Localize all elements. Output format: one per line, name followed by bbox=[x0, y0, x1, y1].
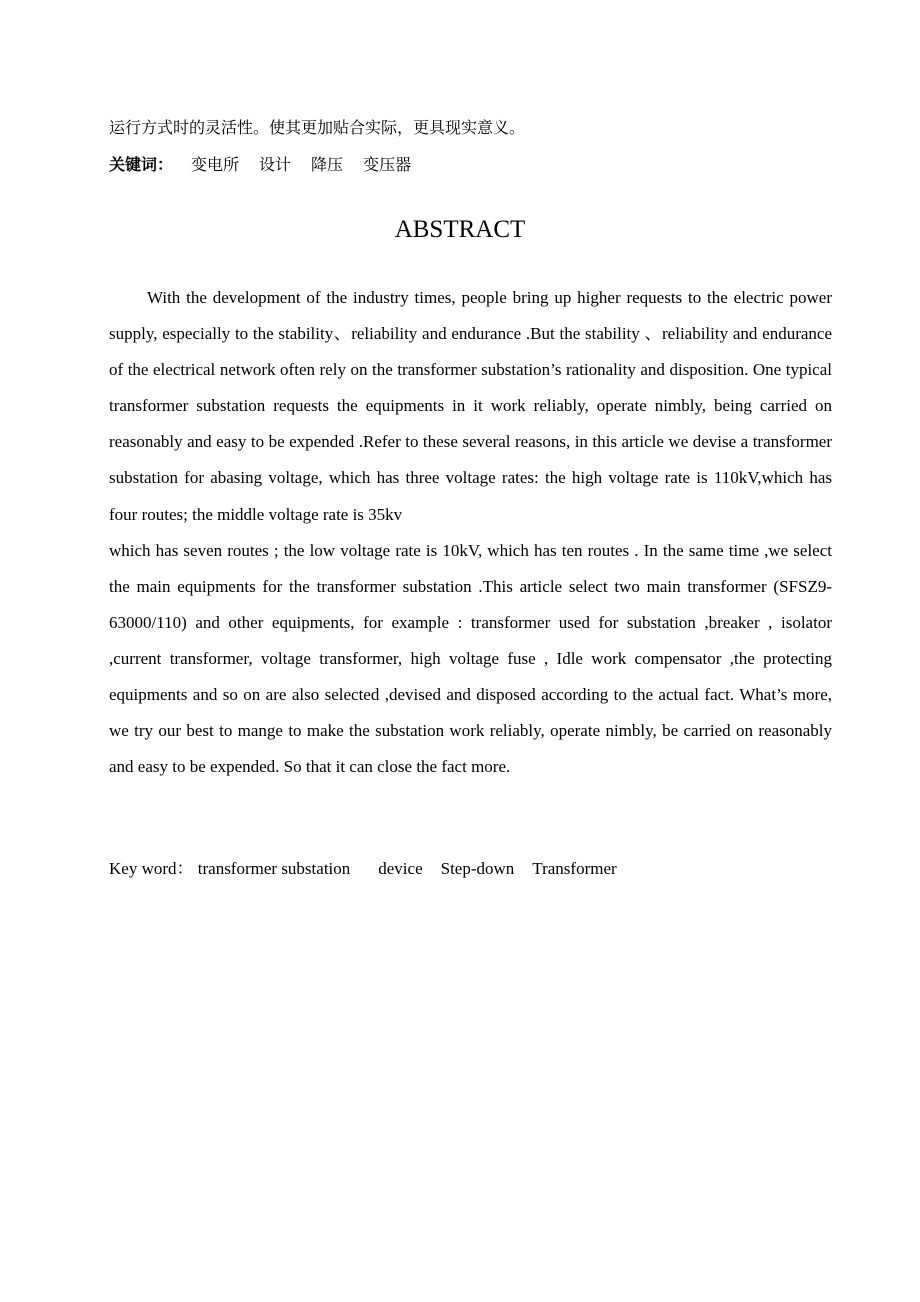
english-keyword: Step-down bbox=[440, 859, 515, 878]
english-keyword: device bbox=[378, 859, 423, 878]
chinese-keyword: 降压 bbox=[311, 155, 344, 174]
abstract-body bbox=[109, 280, 832, 785]
abstract-heading: ABSTRACT bbox=[394, 216, 526, 243]
abstract-paragraph: With the development of the industry times, people bring up higher requests to the electric power supply, especially to the stability、reliability and endurance .But the stability 、reliability and endurance of the electrical network often rely on the transformer substation’s rationality and disposition. One typical transformer substation requests the equipments in it work reliably, operate nimbly, being carried on reasonably and easy to be expended .Refer to these several reasons, in this article we devise a transformer substation for abasing voltage, which has three voltage rates: the high voltage rate is 110kV,which has four routes; the middle voltage rate is 35kv bbox=[109, 288, 832, 524]
chinese-keywords-line bbox=[109, 150, 839, 180]
chinese-keyword: 变压器 bbox=[363, 155, 412, 174]
english-keyword: transformer substation bbox=[197, 859, 351, 878]
english-keywords-line bbox=[109, 853, 839, 885]
chinese-keywords-label: 关键词： bbox=[109, 155, 174, 174]
chinese-keyword: 变电所 bbox=[191, 155, 240, 174]
english-keywords-label: Key word： bbox=[109, 859, 194, 878]
english-keyword: Transformer bbox=[532, 859, 617, 878]
chinese-keyword: 设计 bbox=[259, 155, 292, 174]
abstract-paragraph: which has seven routes ; the low voltage rate is 10kV, which has ten routes . In the same time ,we select the main equipments for the transformer substation .This article select two main transformer (SFSZ9-63000/110) and other equipments, for example : transformer used for substation ,breaker , isolator ,current transformer, voltage transformer, high voltage fuse , Idle work compensator ,the protecting equipments and so on are also selected ,devised and disposed according to the actual fact. What’s more, we try our best to mange to make the substation work reliably, operate nimbly, be carried on reasonably and easy to be expended. So that it can close the fact more. bbox=[109, 540, 832, 777]
chinese-abstract-continuation: 运行方式时的灵活性。使其更加贴合实际，更具现实意义。 bbox=[109, 118, 526, 137]
